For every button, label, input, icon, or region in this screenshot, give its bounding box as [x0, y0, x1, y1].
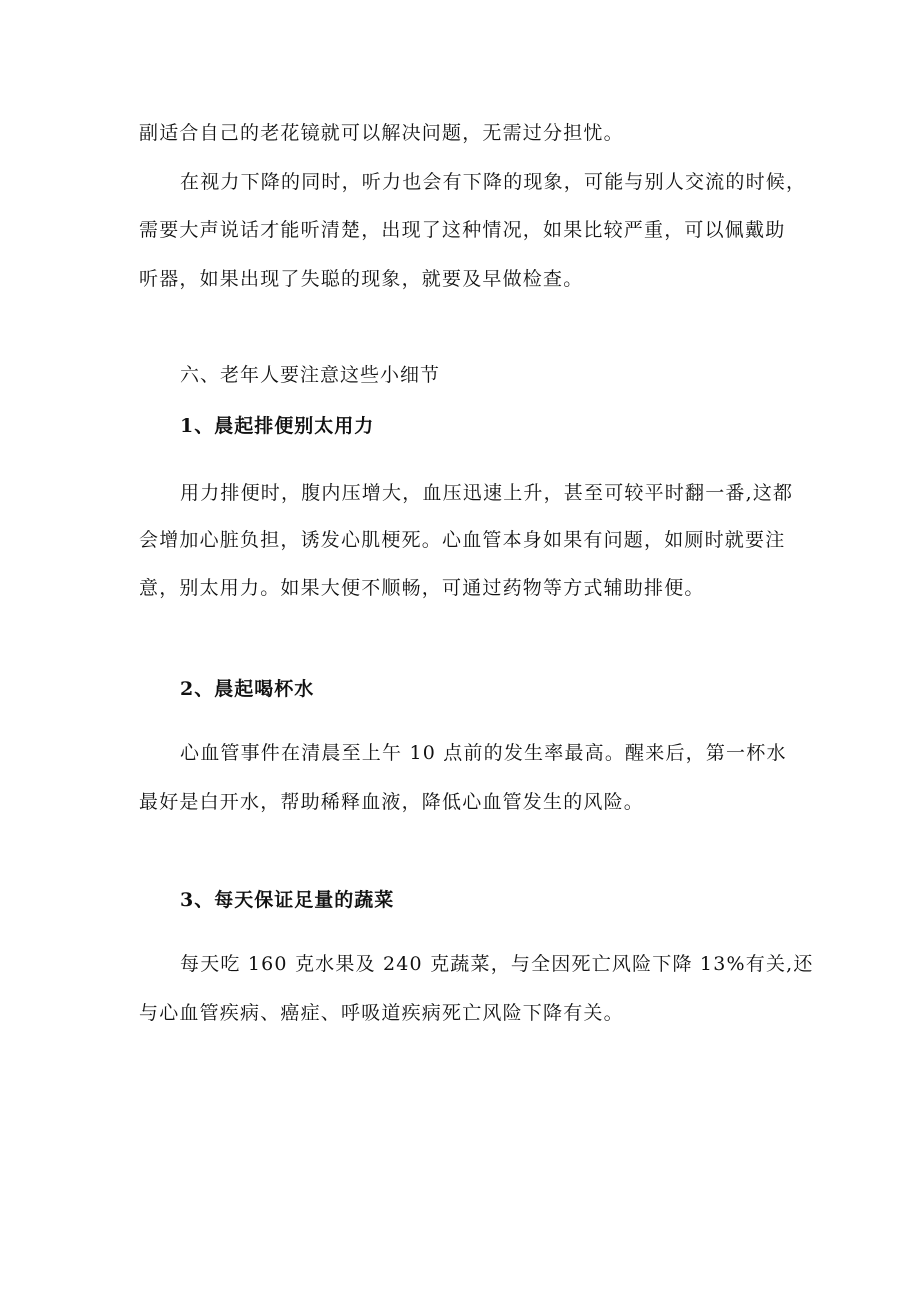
- item3-line-1: 每天吃 160 克水果及 240 克蔬菜，与全因死亡风险下降 13%有关,还: [180, 953, 814, 975]
- section-six-heading: 六、老年人要注意这些小细节: [180, 364, 441, 386]
- item3-line-2: 与心血管疾病、癌症、呼吸道疾病死亡风险下降有关。: [139, 1002, 624, 1024]
- item2-heading: 2、晨起喝杯水: [180, 678, 315, 700]
- item1-line-3: 意，别太用力。如果大便不顺畅，可通过药物等方式辅助排便。: [139, 577, 705, 599]
- item1-line-1: 用力排便时，腹内压增大，血压迅速上升，甚至可较平时翻一番,这都: [180, 482, 794, 504]
- item3-heading: 3、每天保证足量的蔬菜: [180, 889, 395, 911]
- paragraph-continued-line: 副适合自己的老花镜就可以解决问题，无需过分担忧。: [139, 122, 624, 144]
- item2-line-1: 心血管事件在清晨至上午 10 点前的发生率最高。醒来后，第一杯水: [180, 742, 787, 764]
- item1-line-2: 会增加心脏负担，诱发心肌梗死。心血管本身如果有问题，如厕时就要注: [139, 529, 786, 551]
- paragraph-hearing-line-2: 需要大声说话才能听清楚，出现了这种情况，如果比较严重，可以佩戴助: [139, 219, 786, 241]
- paragraph-hearing-line-3: 听器，如果出现了失聪的现象，就要及早做检查。: [139, 268, 584, 290]
- item1-heading: 1、晨起排便别太用力: [180, 415, 375, 437]
- paragraph-hearing-line-1: 在视力下降的同时，听力也会有下降的现象，可能与别人交流的时候，: [180, 171, 807, 193]
- item2-line-2: 最好是白开水，帮助稀释血液，降低心血管发生的风险。: [139, 791, 645, 813]
